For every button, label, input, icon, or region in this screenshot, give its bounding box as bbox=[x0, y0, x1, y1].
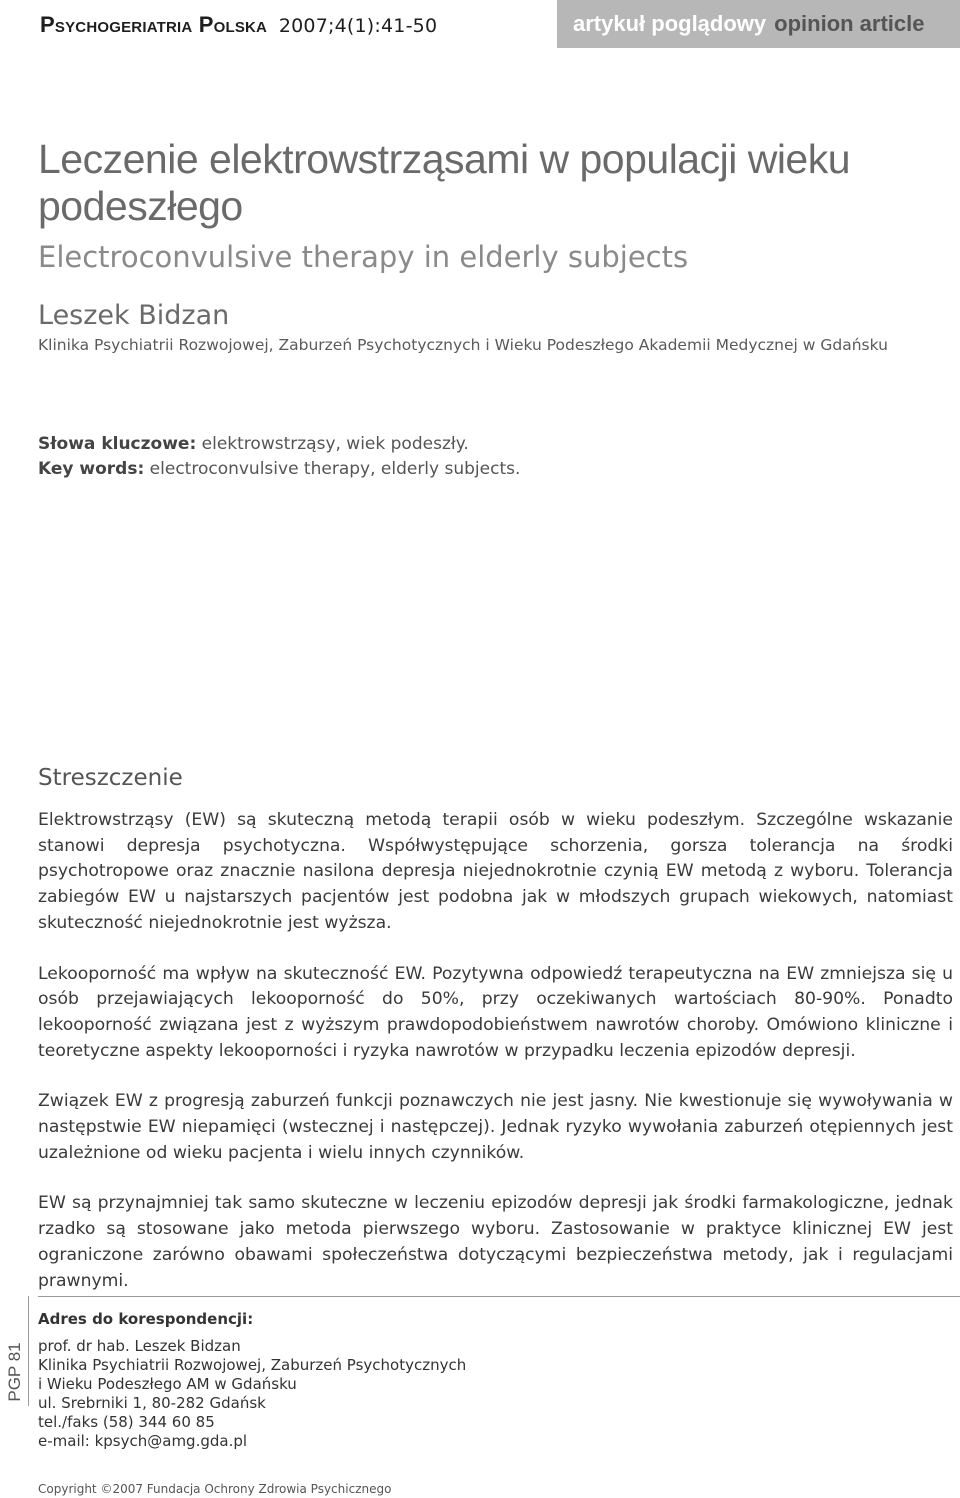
correspondence-line: ul. Srebrniki 1, 80-282 Gdańsk bbox=[38, 1394, 266, 1412]
article-type-pl: artykuł poglądowy bbox=[573, 11, 767, 36]
article-type-en: opinion article bbox=[774, 11, 925, 36]
correspondence-line: Klinika Psychiatrii Rozwojowej, Zaburzeń Psychotycznych bbox=[38, 1356, 467, 1374]
abstract-paragraph: Elektrowstrząsy (EW) są skuteczną metodą terapii osób w wieku podeszłym. Szczególne wskazanie stanowi depresja psychotyczna. Współwystępujące schorzenia, gorsza tolerancja na środki psychotropowe oraz znacznie nasilona depresja niejednokrotnie czynią EW metodą z wyboru. Tolerancja zabiegów EW u najstarszych pacjentów jest podobna jak w młodszych grupach wiekowych, natomiast skuteczność niejednokrotnie jest wyższa. bbox=[38, 810, 953, 933]
correspondence-block bbox=[38, 1310, 466, 1451]
journal-name: Psychogeriatria Polska bbox=[40, 12, 268, 37]
correspondence-email[interactable]: e-mail: kpsych@amg.gda.pl bbox=[38, 1432, 248, 1450]
keywords-polish bbox=[38, 434, 469, 454]
article-type-badge bbox=[557, 0, 960, 48]
article-title: Leczenie elektrowstrząsami w populacji wieku podeszłego bbox=[38, 136, 851, 229]
correspondence-divider bbox=[38, 1296, 960, 1297]
correspondence-heading: Adres do korespondencji: bbox=[38, 1310, 254, 1328]
abstract-body bbox=[38, 808, 953, 1319]
page-side-label: PGP 81 bbox=[5, 1342, 24, 1402]
abstract-heading: Streszczenie bbox=[38, 765, 183, 791]
abstract-paragraph: EW są przynajmniej tak samo skuteczne w leczeniu epizodów depresji jak środki farmakologiczne, jednak rzadko są stosowane jako metoda pierwszego wyboru. Zastosowanie w praktyce klinicznej EW jest ograniczone zarówno obawami społeczeństwa dotyczącymi bezpieczeństwa metody, jak i regulacjami prawnymi. bbox=[38, 1193, 953, 1291]
journal-reference: 2007;4(1):41-50 bbox=[278, 15, 438, 37]
abstract-paragraph: Lekooporność ma wpływ na skuteczność EW. Pozytywna odpowiedź terapeutyczna na EW zmniejsza się u osób przejawiających lekooporność do 50%, przy oczekiwanych wartościach 80-90%. Ponadto lekooporność związana jest z wyższym prawdopodobieństwem nawrotów choroby. Omówiono kliniczne i teoretyczne aspekty lekooporności i ryzyka nawrotów w przypadku leczenia epizodów depresji. bbox=[38, 963, 953, 1061]
keywords-english-value: electroconvulsive therapy, elderly subjects. bbox=[149, 459, 521, 479]
abstract-paragraph: Związek EW z progresją zaburzeń funkcji poznawczych nie jest jasny. Nie kwestionuje się wywoływania w następstwie EW niepamięci (wstecznej i następczej). Jednak ryzyko wywołania zaburzeń otępiennych jest uzależnione od wieku pacjenta i wielu innych czynników. bbox=[38, 1091, 953, 1163]
correspondence-line: i Wieku Podeszłego AM w Gdańsku bbox=[38, 1375, 297, 1393]
keywords-polish-label: Słowa kluczowe: bbox=[38, 434, 197, 454]
article-title-english: Electroconvulsive therapy in elderly subjects bbox=[38, 240, 689, 274]
keywords-english-label: Key words: bbox=[38, 459, 145, 479]
journal-header bbox=[40, 12, 437, 38]
keywords-polish-value: elektrowstrząsy, wiek podeszły. bbox=[201, 434, 469, 454]
author-affiliation: Klinika Psychiatrii Rozwojowej, Zaburzeń Psychotycznych i Wieku Podeszłego Akademii Medycznej w Gdańsku bbox=[38, 336, 888, 354]
correspondence-line: prof. dr hab. Leszek Bidzan bbox=[38, 1337, 241, 1355]
keywords-english bbox=[38, 459, 520, 479]
correspondence-line: tel./faks (58) 344 60 85 bbox=[38, 1413, 215, 1431]
author-name: Leszek Bidzan bbox=[38, 300, 230, 331]
copyright-footer: Copyright ©2007 Fundacja Ochrony Zdrowia Psychicznego bbox=[38, 1482, 392, 1496]
